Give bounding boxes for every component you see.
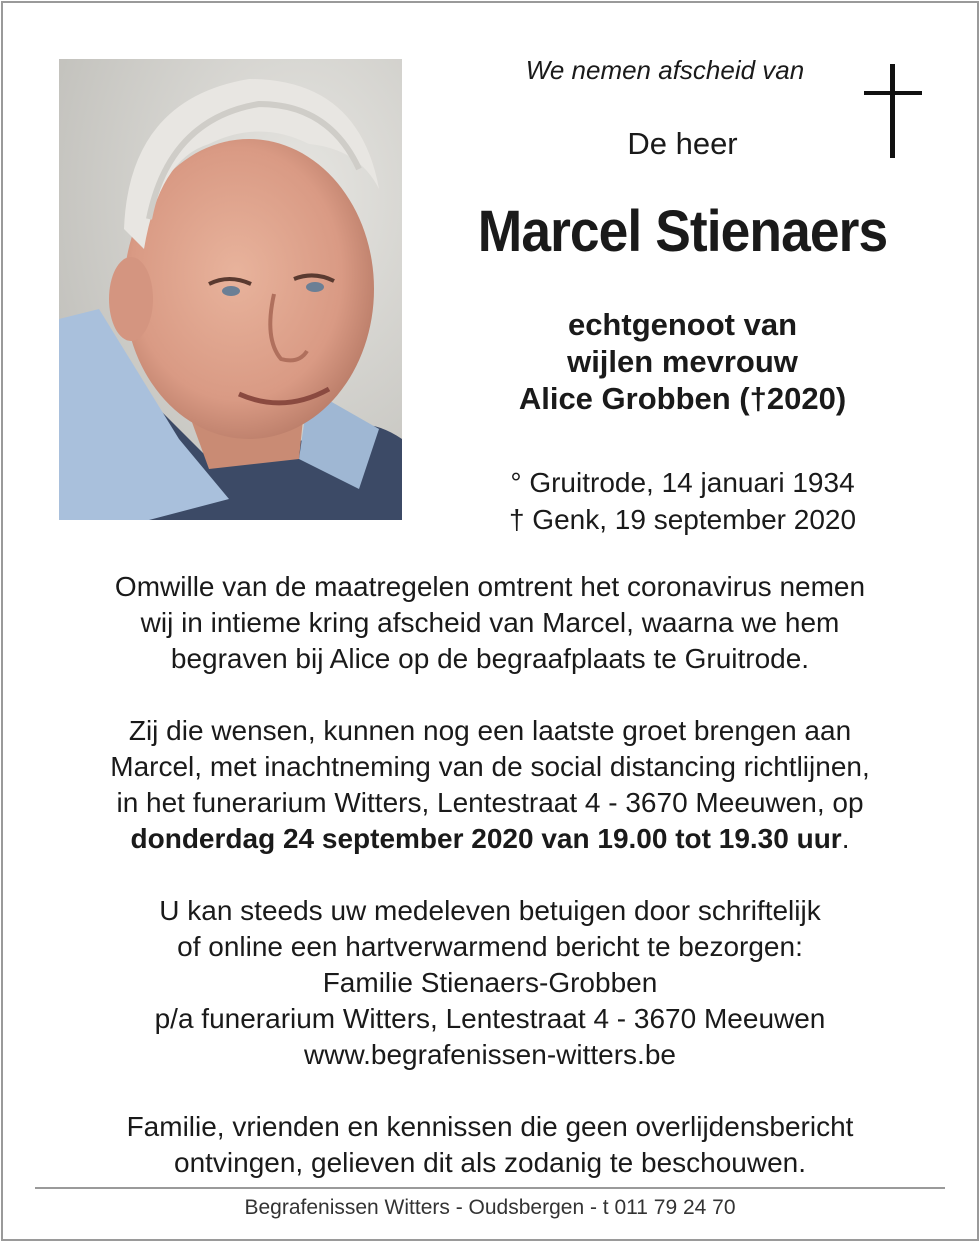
family-name: Familie Stienaers-Grobben xyxy=(322,967,658,998)
portrait-photo xyxy=(59,59,402,520)
spouse-line: wijlen mevrouw xyxy=(567,344,798,379)
footer-funeral-home: Begrafenissen Witters - Oudsbergen - t 011 79 24 70 xyxy=(244,1196,736,1219)
paragraph-notice xyxy=(40,1109,940,1181)
text-line: ontvingen, gelieven dit als zodanig te beschouwen. xyxy=(174,1147,806,1178)
deceased-name: Marcel Stienaers xyxy=(477,199,888,264)
text-line: Zij die wensen, kunnen nog een laatste groet brengen aan xyxy=(128,715,852,746)
text-line: in het funerarium Witters, Lentestraat 4 - 3670 Meeuwen, op xyxy=(116,787,864,818)
sentence-end: . xyxy=(841,823,850,854)
birth-date: ° Gruitrode, 14 januari 1934 xyxy=(510,467,855,498)
text-line: Marcel, met inachtneming van de social distancing richtlijnen, xyxy=(110,751,870,782)
spouse-line: echtgenoot van xyxy=(567,307,798,342)
footer-divider xyxy=(35,1187,945,1189)
text-line: Familie, vrienden en kennissen die geen overlijdensbericht xyxy=(126,1111,854,1142)
announcement-body xyxy=(40,569,940,1217)
text-line: begraven bij Alice op de begraafplaats te Gruitrode. xyxy=(170,643,810,674)
paragraph-condolences xyxy=(40,893,940,1073)
salutation: De heer xyxy=(627,126,738,161)
postal-address: p/a funerarium Witters, Lentestraat 4 - 3670 Meeuwen xyxy=(154,1003,826,1034)
paragraph-corona xyxy=(40,569,940,677)
text-line: of online een hartverwarmend bericht te bezorgen: xyxy=(177,931,803,962)
text-line: U kan steeds uw medeleven betuigen door schriftelijk xyxy=(159,895,821,926)
intro-text: We nemen afscheid van xyxy=(525,55,805,85)
text-line: Omwille van de maatregelen omtrent het coronavirus nemen xyxy=(114,571,866,602)
visitation-datetime: donderdag 24 september 2020 van 19.00 tot 19.30 uur xyxy=(130,823,842,854)
life-dates xyxy=(440,464,925,538)
website-link[interactable]: www.begrafenissen-witters.be xyxy=(304,1039,676,1070)
text-line: wij in intieme kring afscheid van Marcel, waarna we hem xyxy=(140,607,840,638)
paragraph-visitation xyxy=(40,713,940,857)
spouse-line: Alice Grobben (†2020) xyxy=(518,381,847,416)
death-date: † Genk, 19 september 2020 xyxy=(508,504,857,535)
text-line xyxy=(40,821,940,857)
spouse-block xyxy=(440,306,925,417)
